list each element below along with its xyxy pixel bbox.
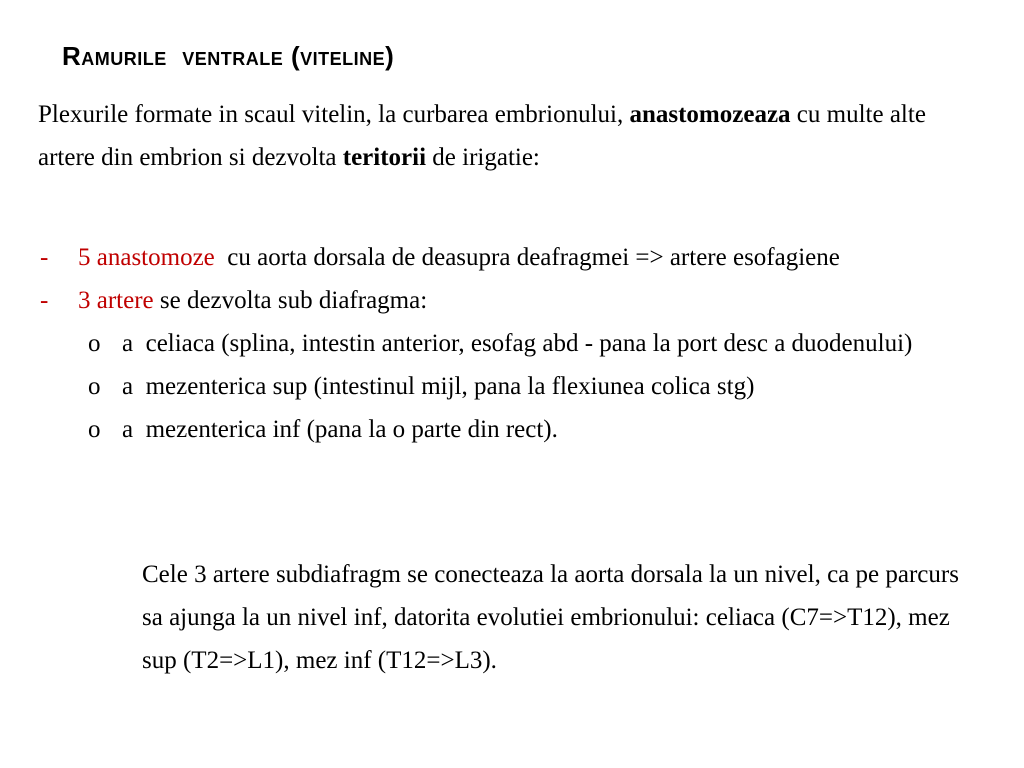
list-item-text: cu aorta dorsala de deasupra deafragmei => artere esofagiene — [214, 244, 840, 271]
summary-note: Cele 3 artere subdiafragm se conecteaza la aorta dorsala la un nivel, ca pe parcurs sa ajunga la un nivel inf, datorita evolutiei embrionului: celiaca (C7=>T12), mez sup (T2=>L1), mez inf (T12=>L3). — [142, 561, 959, 674]
slide-title: Ramurile ventrale (viteline) — [62, 41, 395, 71]
list-item-anastomoze — [38, 236, 998, 279]
circle-bullet-icon: o — [88, 416, 101, 443]
highlight-3-artere: 3 artere — [78, 287, 154, 314]
sub-item-celiaca — [38, 322, 998, 365]
sub-item-text: a mezenterica sup (intestinul mijl, pana la flexiunea colica stg) — [122, 373, 755, 400]
list-item-3-artere — [38, 279, 998, 322]
intro-bold-teritorii: teritorii — [342, 144, 427, 171]
sub-item-text: a mezenterica inf (pana la o parte din rect). — [122, 416, 558, 443]
artery-list — [38, 236, 998, 451]
list-item-text: se dezvolta sub diafragma: — [153, 287, 428, 314]
intro-bold-anastomozeaza: anastomozeaza — [629, 101, 791, 128]
circle-bullet-icon: o — [88, 330, 101, 357]
dash-bullet: - — [40, 244, 49, 271]
intro-text-3: de irigatie: — [426, 144, 540, 171]
intro-paragraph — [38, 93, 988, 179]
intro-text-2: cu multe alte artere din embrion si dezvolta — [38, 101, 926, 171]
highlight-5-anastomoze: 5 anastomoze — [78, 244, 215, 271]
sub-item-text: a celiaca (splina, intestin anterior, esofag abd - pana la port desc a duodenului) — [122, 330, 913, 357]
dash-bullet: - — [40, 287, 49, 314]
intro-text-1: Plexurile formate in scaul vitelin, la curbarea embrionului, — [38, 101, 630, 128]
sub-item-mezenterica-sup — [38, 365, 998, 408]
circle-bullet-icon: o — [88, 373, 101, 400]
sub-item-mezenterica-inf — [38, 408, 998, 451]
